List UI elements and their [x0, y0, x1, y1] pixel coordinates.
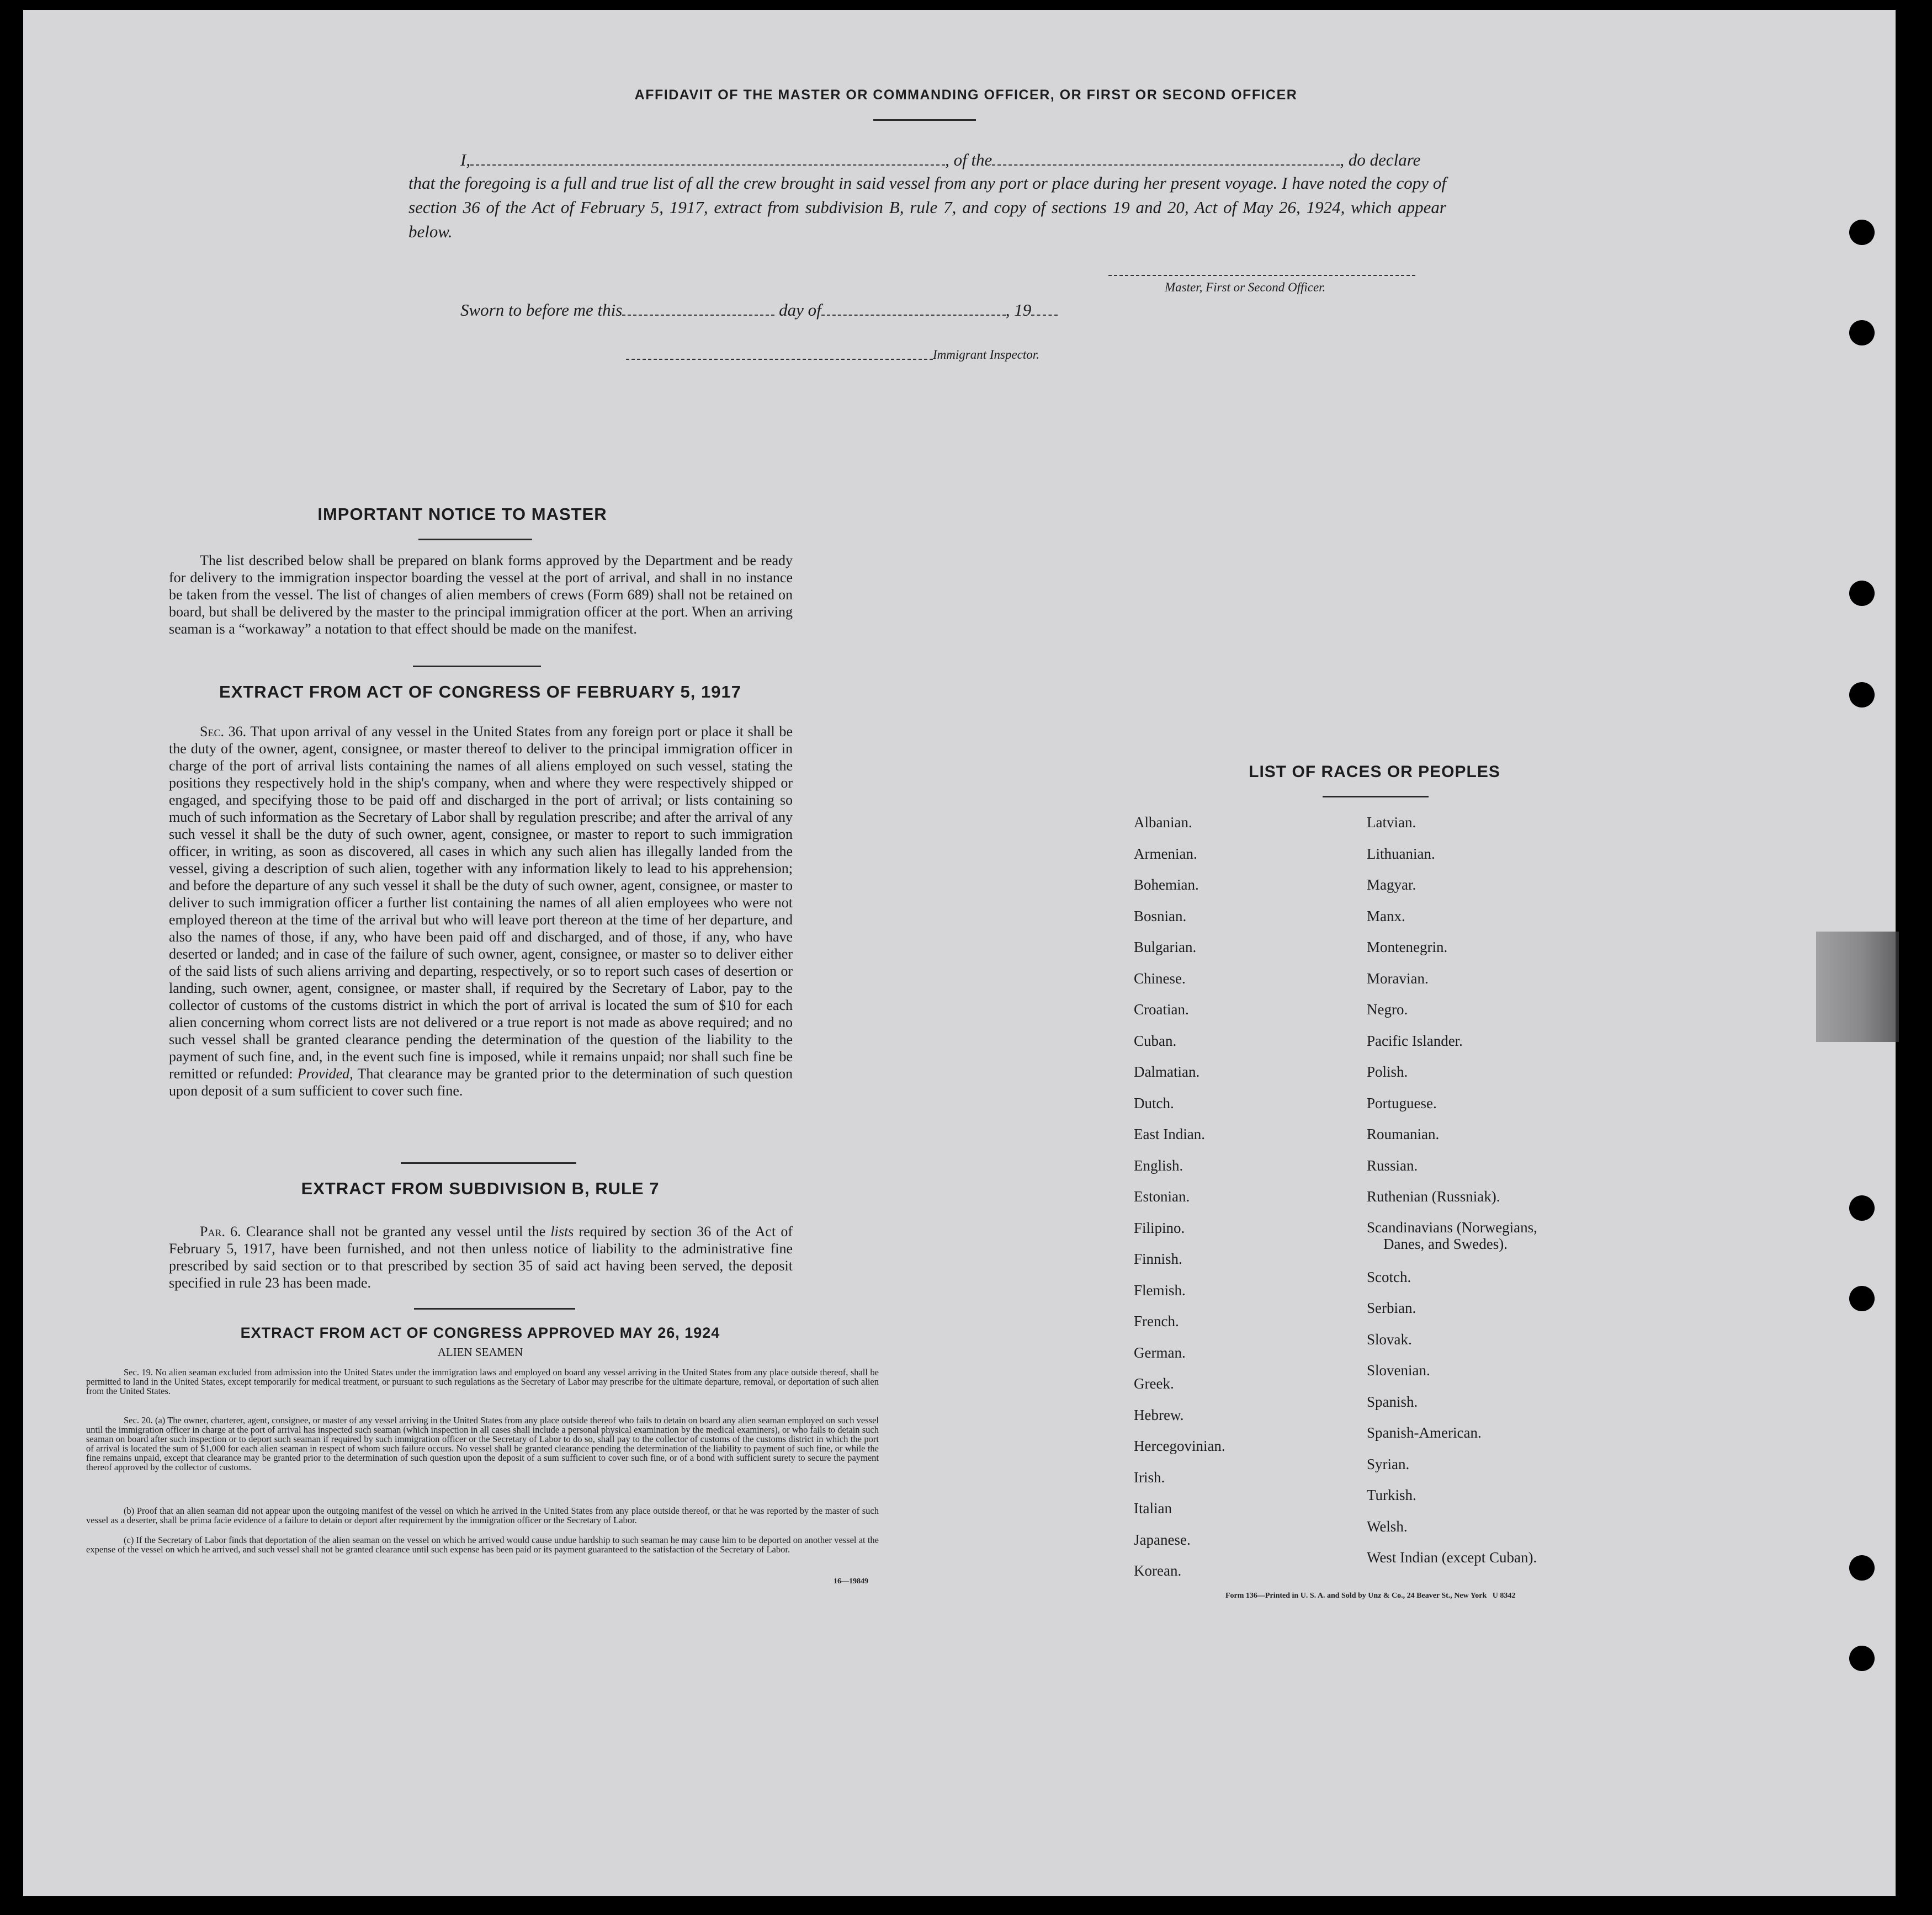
- notice-heading: IMPORTANT NOTICE TO MASTER: [317, 504, 607, 524]
- sec-19-text: Sec. 19. No alien seaman excluded from admission into the United States under the immigration laws and employed on board any vessel arriving in the United States from any place outside thereof, shall be permitted to land in the United States, except temporarily for medical treatment, or pursuant to such regulations as the Secretary of Labor may prescribe for the ultimate departure, removal, or deportation of such alien from the United States.: [86, 1367, 879, 1396]
- race-item: Bulgarian.: [1134, 939, 1197, 955]
- master-signature-field[interactable]: [1108, 275, 1415, 276]
- punch-hole: [1849, 1286, 1875, 1311]
- punch-hole: [1849, 220, 1875, 245]
- rule7-text: [169, 1223, 793, 1291]
- race-item: Negro.: [1367, 1001, 1408, 1018]
- extract-1924-heading: EXTRACT FROM ACT OF CONGRESS APPROVED MAY 26, 1924: [240, 1324, 720, 1341]
- affidavit-title: AFFIDAVIT OF THE MASTER OR COMMANDING OFFICER, OR FIRST OR SECOND OFFICER: [634, 87, 1298, 103]
- title-underline: [873, 119, 976, 121]
- alien-seamen-subheading: ALIEN SEAMEN: [437, 1345, 523, 1359]
- sec-36-label: Sec. 36.: [200, 724, 247, 740]
- race-item: West Indian (except Cuban).: [1367, 1549, 1537, 1566]
- rule7-heading: EXTRACT FROM SUBDIVISION B, RULE 7: [301, 1179, 660, 1198]
- punch-hole: [1849, 682, 1875, 708]
- sworn-year-field[interactable]: [1031, 315, 1058, 316]
- sworn-label: Sworn to before me this: [460, 300, 623, 320]
- master-signature-caption: Master, First or Second Officer.: [1165, 280, 1326, 294]
- race-item: Italian: [1134, 1500, 1172, 1517]
- sworn-line: [460, 298, 1058, 322]
- race-item: Bohemian.: [1134, 876, 1199, 893]
- race-item: Welsh.: [1367, 1518, 1408, 1535]
- punch-hole: [1849, 581, 1875, 606]
- race-item: Flemish.: [1134, 1281, 1186, 1299]
- provided-label: Provided,: [297, 1066, 353, 1082]
- divider: [414, 1308, 575, 1310]
- of-the-label: , of the: [945, 150, 992, 169]
- race-item: Slovenian.: [1367, 1362, 1430, 1379]
- race-item: Dalmatian.: [1134, 1063, 1200, 1080]
- race-item: Ruthenian (Russniak).: [1367, 1188, 1500, 1205]
- race-item: Montenegrin.: [1367, 939, 1448, 955]
- extract-1917-text: [169, 723, 793, 1099]
- race-item: East Indian.: [1134, 1126, 1205, 1142]
- race-item: Armenian.: [1134, 845, 1197, 862]
- par-6-label: Par. 6.: [200, 1224, 241, 1240]
- declaration-line: [460, 148, 1420, 172]
- race-item: Magyar.: [1367, 876, 1416, 893]
- i-label: I,: [460, 150, 471, 169]
- vessel-field[interactable]: [992, 164, 1340, 166]
- race-item: Croatian.: [1134, 1001, 1189, 1018]
- sworn-day-field[interactable]: [622, 315, 774, 316]
- race-item: Filipino.: [1134, 1219, 1185, 1236]
- name-field[interactable]: [470, 164, 945, 166]
- race-item: Cuban.: [1134, 1032, 1177, 1049]
- race-item: French.: [1134, 1313, 1179, 1329]
- race-item: Irish.: [1134, 1469, 1165, 1486]
- scan-stain: [1816, 932, 1899, 1042]
- race-item: Scotch.: [1367, 1268, 1411, 1285]
- sec-36-body: That upon arrival of any vessel in the United States from any foreign port or place it shall be the duty of the owner, agent, consignee, or master thereof to deliver to the principal immigration officer in charge of the port of arrival lists containing the names of all aliens employed on such vessel, stating the positions they respectively hold in the ship's company, when and where they were respectively shipped or engaged, and specifying those to be paid off and discharged in the port of arrival; or lists containing so much of such information as the Secretary of Labor shall by regulation prescribe; and after the arrival of any such vessel it shall be the duty of such owner, agent, consignee, or master to report to such immigration officer, in writing, as soon as discovered, all cases in which any such alien has illegally landed from the vessel, giving a description of such alien, together with any information likely to lead to his apprehension; and before the departure of any such vessel it shall be the duty of such owner, agent, consignee, or master to deliver to such immigration officer a further list containing the names of all alien employees who were not employed thereon at the time of the arrival but who will leave port thereon at the time of her departure, and also the names of those, if any, who have been paid off and discharged, and of those, if any, who have deserted or landed; and in case of the failure of such owner, agent, consignee, or master so to deliver either of the said lists of such aliens arriving and departing, respectively, or so to report such cases of desertion or landing, such owner, agent, consignee, or master shall, if required by the Secretary of Labor, pay to the collector of customs of the customs district in which the port of arrival is located the sum of $10 for each alien concerning whom correct lists are not delivered or a true report is not made as above required; and no such vessel shall be granted clearance pending the determination of the question of the liability to the payment of such fine, and, in the event such fine is imposed, while it remains unpaid; nor shall such fine be remitted or refunded:: [169, 724, 793, 1082]
- race-item: Russian.: [1367, 1157, 1418, 1174]
- sec-36-proviso: That clearance may be granted prior to the determination of such question upon deposit of a sum sufficient to cover such fine.: [169, 1066, 793, 1099]
- race-item: Greek.: [1134, 1375, 1174, 1392]
- printer-footer: Form 136—Printed in U. S. A. and Sold by Unz & Co., 24 Beaver St., New York U 8342: [1225, 1592, 1516, 1600]
- race-item: Manx.: [1367, 907, 1405, 924]
- race-item: Turkish.: [1367, 1487, 1416, 1503]
- declaration-body: that the foregoing is a full and true list of all the crew brought in said vessel from any port or place during her present voyage. I have noted the copy of section 36 of the Act of February 5, 1917, extract from subdivision B, rule 7, and copy of sections 19 and 20, Act of May 26, 1924, which appear below.: [408, 173, 1446, 241]
- divider: [401, 1162, 576, 1164]
- notice-text: The list described below shall be prepared on blank forms approved by the Department and be ready for delivery to the immigration inspector boarding the vessel at the port of arrival, and shall in no instance be taken from the vessel. The list of changes of alien members of crews (Form 689) shall not be retained on board, but shall be delivered by the master to the principal immigration officer at the port. When an arriving seaman is a “workaway” a notation to that effect should be made on the manifest.: [169, 552, 793, 637]
- inspector-signature-field[interactable]: [626, 359, 933, 360]
- race-item: Roumanian.: [1367, 1126, 1440, 1142]
- race-item: Pacific Islander.: [1367, 1032, 1463, 1049]
- race-item: Slovak.: [1367, 1331, 1412, 1348]
- sworn-month-field[interactable]: [821, 315, 1006, 316]
- year-label: , 19: [1005, 300, 1032, 320]
- sec-20a-text: Sec. 20. (a) The owner, charterer, agent, consignee, or master of any vessel arriving in the United States from any place outside thereof who fails to detain on board any alien seaman employed on such vessel until the immigration officer in charge at the port of arrival has inspected such seaman (which inspection in all cases shall include a personal physical examination by the medical examiners), or who fails to detain such seaman on board after such inspection or to deport such seaman if required by such immigration officer or the Secretary of Labor to do so, shall pay to the collector of customs of the customs district in which the port of arrival is located the sum of $1,000 for each alien seaman in respect of whom such failure occurs. No vessel shall be granted clearance pending the determination of the liability to payment of such fine, or while the fine remains unpaid, except that clearance may be granted prior to the determination of such question upon the deposit of a sum sufficient to cover such fine, or of a bond with sufficient surety to secure the payment thereof approved by the collector of customs.: [86, 1415, 879, 1472]
- punch-hole: [1849, 1555, 1875, 1581]
- race-item: Syrian.: [1367, 1455, 1410, 1472]
- lists-label: lists: [550, 1224, 574, 1240]
- punch-hole: [1849, 320, 1875, 345]
- race-item: Finnish.: [1134, 1251, 1182, 1267]
- race-item: Serbian.: [1367, 1300, 1416, 1316]
- sec-20b-text: (b) Proof that an alien seaman did not appear upon the outgoing manifest of the vessel on which he arrived in the United States from any place outside thereof, or that he was reported by the master of such vessel as a deserter, shall be prima facie evidence of a failure to detain or deport after requirement by the immigration officer or the Secretary of Labor.: [86, 1506, 879, 1525]
- race-item: German.: [1134, 1344, 1186, 1361]
- sec-20c-text: (c) If the Secretary of Labor finds that deportation of the alien seaman on the vessel on which he arrived would cause undue hardship to such seaman he may cause him to be deported on another vessel at the expense of the vessel on which he arrived, and such vessel shall not be granted clearance until such expense has been paid or its payment guaranteed to the satisfaction of the Secretary of Labor.: [86, 1535, 879, 1555]
- race-item: Bosnian.: [1134, 907, 1187, 924]
- notice-rule: [418, 539, 532, 540]
- race-item: Spanish.: [1367, 1393, 1418, 1410]
- races-left-column: [1134, 807, 1225, 1587]
- rule7-body-a: Clearance shall not be granted any vessel until the: [246, 1224, 546, 1240]
- race-item: Chinese.: [1134, 970, 1186, 987]
- race-item: Portuguese.: [1367, 1094, 1437, 1111]
- race-item: Moravian.: [1367, 970, 1429, 987]
- extract-1917-heading: EXTRACT FROM ACT OF CONGRESS OF FEBRUARY 5, 1917: [219, 682, 741, 701]
- race-item: Lithuanian.: [1367, 845, 1435, 862]
- race-item: Danes, and Swedes).: [1383, 1235, 1508, 1252]
- day-of-label: day of: [779, 300, 821, 320]
- punch-hole: [1849, 1646, 1875, 1671]
- race-item: Hercegovinian.: [1134, 1438, 1225, 1454]
- race-item: Estonian.: [1134, 1188, 1190, 1205]
- races-heading: LIST OF RACES OR PEOPLES: [1249, 763, 1500, 781]
- punch-hole: [1849, 1195, 1875, 1221]
- rule7-body-b: required by section 36 of the Act of February 5, 1917, have been furnished, and not then unless notice of liability to the administrative fine prescribed by said section or to that prescribed by section 35 of said act having been served, the deposit specified in rule 23 has been made.: [169, 1224, 793, 1291]
- divider: [413, 666, 541, 667]
- race-item: Spanish-American.: [1367, 1424, 1482, 1441]
- races-rule: [1323, 796, 1429, 797]
- form-code: 16—19849: [834, 1577, 868, 1586]
- inspector-caption: Immigrant Inspector.: [933, 348, 1039, 361]
- race-item: Japanese.: [1134, 1531, 1191, 1548]
- race-item: Polish.: [1367, 1063, 1408, 1080]
- race-item: Dutch.: [1134, 1094, 1174, 1111]
- races-right-column: [1367, 807, 1537, 1573]
- race-item: Albanian.: [1134, 814, 1192, 831]
- race-item: Korean.: [1134, 1562, 1182, 1579]
- race-item: Scandinavians (Norwegians,: [1367, 1219, 1537, 1236]
- race-item: English.: [1134, 1157, 1183, 1174]
- race-item: Hebrew.: [1134, 1406, 1184, 1423]
- race-item: Latvian.: [1367, 814, 1416, 831]
- declare-label: , do declare: [1340, 150, 1421, 169]
